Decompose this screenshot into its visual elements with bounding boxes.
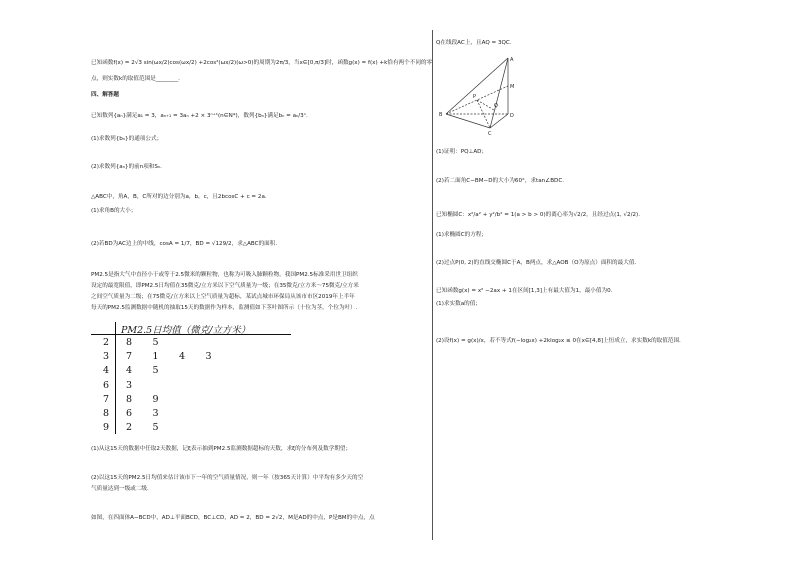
q4-stem: 如图，在四面体A−BCD中，AD⊥平面BCD，BC⊥CD，AD = 2，BD = 2√2，M是AD的中点，P是BM的中点，点 [91,515,375,521]
q2-part1: (1)求角B的大小； [91,208,137,214]
q3-line4: 每天的PM2.5监测数据中随机的抽取15天的数据作为样本，监测值如下茎叶图所示（十位为茎，个位为叶）. [91,305,358,311]
leaf-value: 4 [179,351,186,363]
q5-part2: (2)过点P(0, 2)的直线交椭圆C于A，B两点，求△AOB（O为原点）面积的最大值. [436,260,637,266]
q4-stem-cont: Q在线段AC上，且AQ = 3QC. [436,40,512,46]
q3-part1: (1)从这15天的数据中任取2天数据，记ξ表示抽到PM2.5监测数据超标的天数，求ξ的分布列及数学期望； [91,446,352,452]
stem-leaf-vline [115,322,116,434]
segment-pq [477,100,494,110]
stem-value: 3 [103,351,110,363]
q1-stem: 已知数列{aₙ}满足a₁ = 3，aₙ₊₁ = 3aₙ +2 × 3ⁿ⁺¹(n∈N*)，数列{bₙ}满足bₙ = aₙ/3ⁿ. [91,113,308,119]
stem-leaf-hline [91,334,291,335]
stem-value: 6 [103,379,110,391]
section-title: 四、解答题 [91,92,119,98]
label-m: M [510,84,515,90]
leaf-value: 2 [126,422,133,434]
q3-line2: 设定的最宽限值，即PM2.5日均值在35微克/立方米以下空气质量为一级；在35微克/立方米～75微克/立方米 [91,283,359,289]
label-a: A [510,57,514,63]
label-c: C [488,131,492,137]
q6-stem: 已知函数g(x) = x² −2ax + 1在区间[1,3]上有最大值为1，最小值为0. [436,288,613,294]
leaf-value: 8 [126,393,133,405]
leaf-value: 8 [126,337,133,348]
leaf-value: 3 [205,351,212,363]
column-divider [432,30,433,540]
stem-value: 2 [103,337,110,348]
leaf-value: 3 [152,408,159,419]
q3-part2-line1: (2)以这15天的PM2.5日均值来估计该市下一年的空气质量情况，则一年（按365天计算）中平均有多少天的空 [91,475,364,481]
leaf-value: 4 [126,365,133,377]
leaf-value: 5 [152,422,159,434]
q3-line3: 之间空气质量为二级；在75微克/立方米以上空气质量为超标，某试点城市环保局从该市市区2019年上半年 [91,294,355,300]
leaf-value: 5 [152,365,159,377]
q5-stem: 已知椭圆C：x²/a² + y²/b² = 1(a > b > 0)的离心率为√2/2，且经过点(1, √2/2). [436,212,640,218]
fill-blank-line-1: 已知函数f(x) = 2√3 sin(ωx/2)cos(ωx/2) +2cos²(ωx/2)(ω>0)的周期为2π/3，当x∈[0,π/3]时，函数g(x) = f(x) +k恰有两个不同的零 [91,60,433,66]
stem-value: 4 [103,365,110,377]
stem-value: 8 [103,408,110,419]
q2-stem: △ABC中，角A，B，C所对的边分别为a，b，c，且2bcosC + c = 2a. [91,194,267,200]
label-q: Q [494,103,498,109]
tetrahedron-figure [436,52,522,138]
label-d: D [510,113,514,119]
q1-part2: (2)求数列{aₙ}的前n项和Sₙ. [91,164,162,170]
q3-part2-line2: 气质量达到一级或二级. [91,486,149,492]
leaf-value: 3 [126,379,133,391]
q4-part2: (2)若二面角C−BM−D的大小为60°，求tan∠BDC. [436,178,565,184]
q4-part1: (1)证明：PQ⊥AD； [436,149,488,155]
q6-part2: (2)设f(x) = g(x)/x，若不等式f(−log₂x) +2klog₂x ≤ 0在x∈[4,8]上恒成立，求实数k的取值范围. [436,338,681,344]
stem-value: 9 [103,422,110,434]
leaf-value: 7 [126,351,133,363]
q2-part2: (2)若BD为AC边上的中线，cosA = 1/7，BD = √129/2，求△ABC的面积. [91,241,278,247]
edge-ab [446,58,508,114]
leaf-value: 5 [152,337,159,348]
stem-leaf-plot [91,322,298,434]
stem-value: 7 [103,393,110,405]
leaf-value: 1 [152,351,159,363]
edge-ac [490,58,508,128]
q6-part1: (1)求实数a的值； [436,301,481,307]
leaf-value: 9 [152,393,159,405]
label-p: P [473,94,477,100]
leaf-value: 6 [126,408,133,419]
stem-leaf-header: PM2.5日均值（微克/立方米） [121,325,251,336]
label-b: B [439,112,443,118]
q5-part1: (1)求椭圆C的方程； [436,232,487,238]
q3-line1: PM2.5是指大气中直径小于或等于2.5微米的颗粒物，也称为可吸入肺颗粒物。我国PM2.5标准采用世卫组织 [91,272,358,278]
q1-part1: (1)求数列{bₙ}的通项公式； [91,136,163,142]
fill-blank-line-2: 点，则实数k的取值范围是________. [91,76,180,82]
edge-bc [446,114,490,128]
